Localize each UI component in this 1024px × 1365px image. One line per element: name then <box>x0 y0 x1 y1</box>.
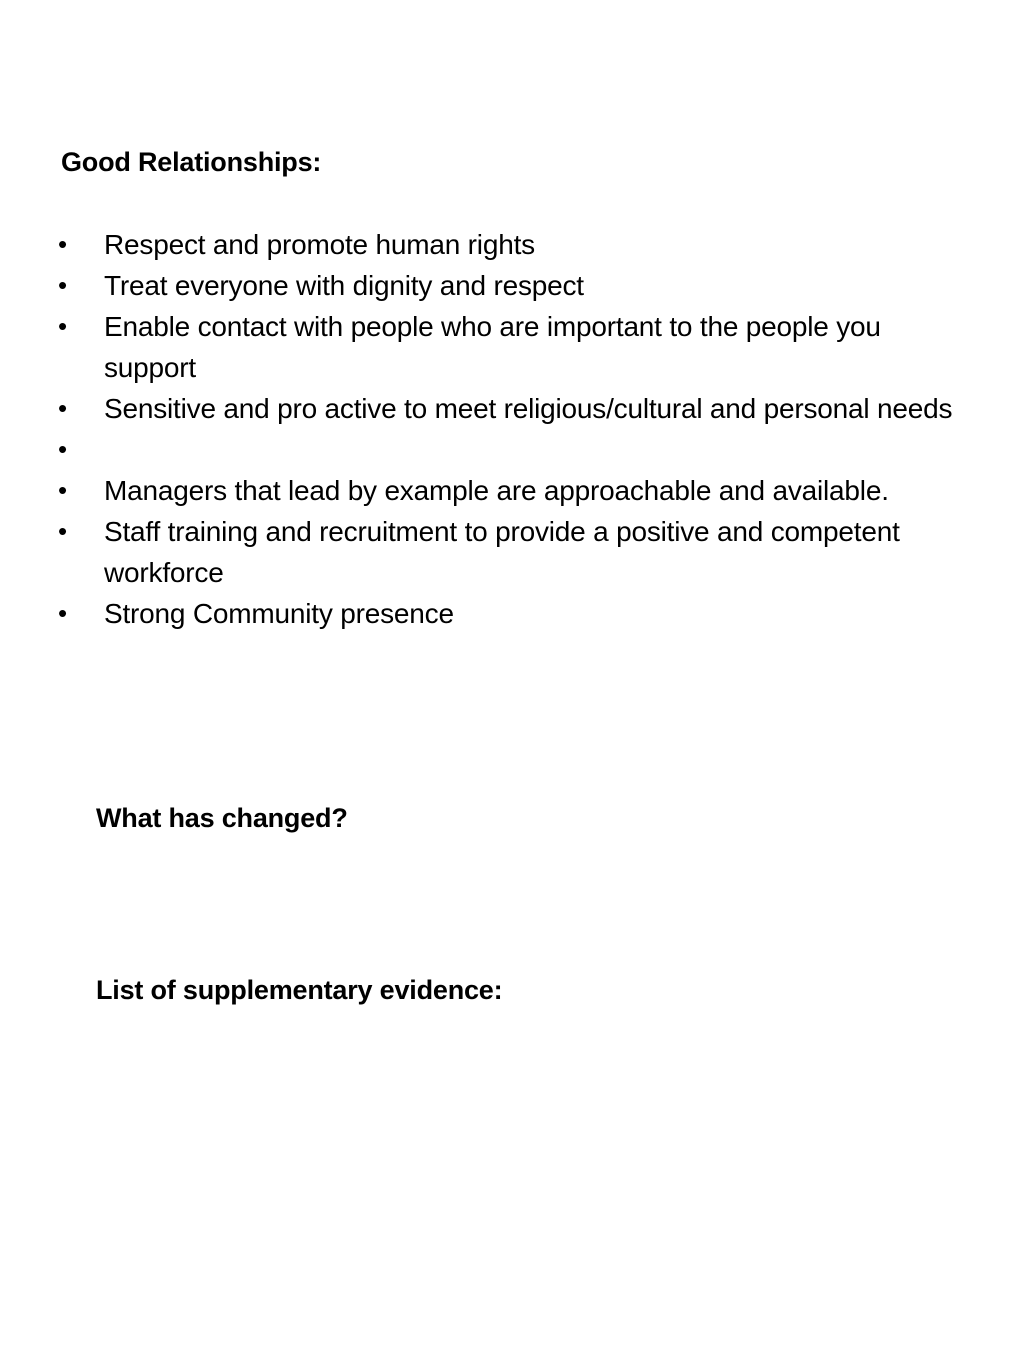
list-item-text: Respect and promote human rights <box>104 229 535 260</box>
section-heading-what-has-changed: What has changed? <box>96 803 348 833</box>
list-item <box>58 593 958 634</box>
section-heading-good-relationships: Good Relationships: <box>61 147 322 177</box>
bullet-icon: • <box>58 311 67 341</box>
bullet-list <box>58 224 958 634</box>
bullet-icon: • <box>58 270 67 300</box>
list-item <box>58 470 958 511</box>
list-item-text: Strong Community presence <box>104 598 454 629</box>
bullet-icon: • <box>58 598 67 628</box>
list-item-text: Sensitive and pro active to meet religious/cultural and personal needs <box>104 393 953 424</box>
list-item <box>58 511 958 593</box>
list-item <box>58 224 958 265</box>
bullet-icon: • <box>58 475 67 505</box>
bullet-icon: • <box>58 393 67 423</box>
list-item-text: Staff training and recruitment to provide a positive and competent workforce <box>104 516 900 588</box>
list-item <box>58 265 958 306</box>
section-heading-supplementary-evidence: List of supplementary evidence: <box>96 975 503 1005</box>
bullet-icon: • <box>58 516 67 546</box>
bullet-icon: • <box>58 434 67 464</box>
bullet-icon: • <box>58 229 67 259</box>
list-item-text: Enable contact with people who are important to the people you support <box>104 311 881 383</box>
list-item-text: Treat everyone with dignity and respect <box>104 270 584 301</box>
list-item-text: Managers that lead by example are approachable and available. <box>104 475 889 506</box>
list-item <box>58 388 958 429</box>
list-item <box>58 306 958 388</box>
list-item-empty <box>58 429 958 470</box>
